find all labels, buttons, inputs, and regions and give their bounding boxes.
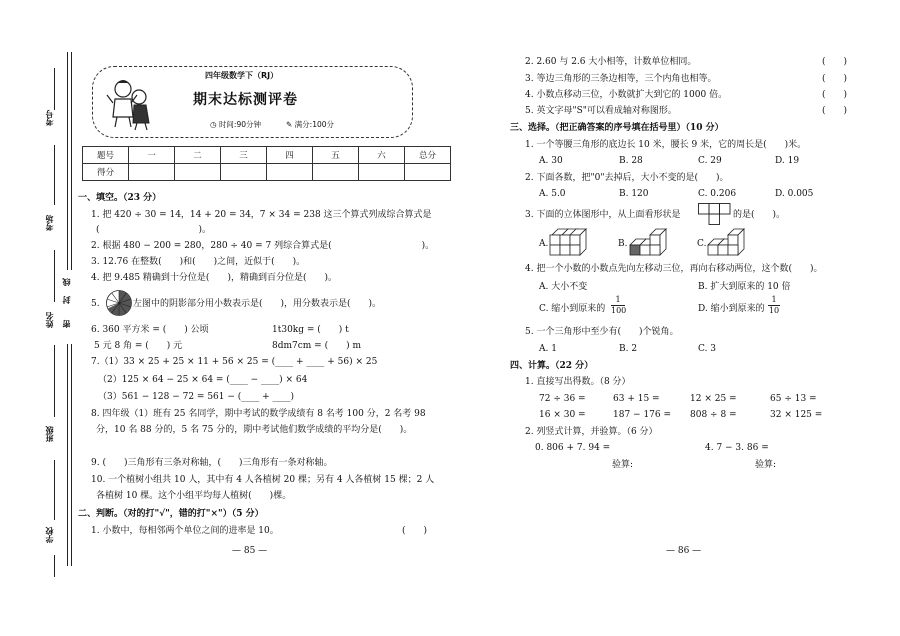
score-label: ✎ 满分:100分: [286, 120, 335, 129]
option-d[interactable]: D. 0.005: [775, 189, 814, 199]
exam-number-label: 考号: [45, 110, 54, 126]
calc-item: 32 × 125 =: [770, 410, 823, 420]
question-text: 分，10 名 88 分的，5 名 75 分的，期中考试他们数学成绩的平均分是( )。: [96, 425, 413, 435]
calc-item: 808 ÷ 8 =: [690, 410, 737, 420]
option-b[interactable]: B. 28: [619, 156, 643, 166]
seal-char-mi: 密: [62, 320, 71, 328]
option-a[interactable]: A. 5.0: [539, 189, 566, 199]
option-c[interactable]: C. 29: [698, 156, 722, 166]
score-cell[interactable]: [221, 164, 267, 181]
cube-figure-c-icon: [706, 225, 746, 257]
question-text: 1. 把 420 ÷ 30 = 14，14 + 20 = 34，7 × 34 = 238 这三个算式列成综合算式是: [91, 210, 432, 220]
table-cell: 四: [267, 147, 313, 164]
table-cell: 六: [359, 147, 405, 164]
fraction-numerator: 1: [768, 295, 780, 306]
table-row: [83, 147, 451, 164]
section-heading: 二、判断。（对的打"√"，错的打"×"）（5 分）: [78, 509, 264, 519]
question-text: 3. 12.76 在整数( )和( )之间，近似于( )。: [91, 257, 306, 267]
seal-char-feng: 封: [62, 296, 71, 304]
option-d[interactable]: D. 缩小到原来的: [698, 304, 765, 314]
judge-paren[interactable]: ( ): [402, 526, 428, 536]
question-text: 7.（1）33 × 25 + 25 × 11 + 56 × 25 = (____ + ____ + 56) × 25: [91, 357, 378, 367]
option-a[interactable]: A. 30: [539, 156, 563, 166]
option-c[interactable]: C. 3: [698, 344, 717, 354]
school-label: 学校: [45, 527, 54, 543]
kids-mascot-icon: [105, 75, 155, 131]
question-text: 2. 2.60 与 2.6 大小相等，计数单位相同。: [525, 57, 697, 67]
table-cell: 二: [175, 147, 221, 164]
option-c[interactable]: C. 0.206: [698, 189, 737, 199]
section-heading: 三、选择。（把正确答案的序号填在括号里）（10 分）: [510, 123, 724, 133]
section-heading: 四、计算。（22 分）: [510, 361, 594, 371]
option-b[interactable]: B.: [618, 239, 628, 249]
option-a[interactable]: A.: [539, 239, 549, 249]
time-label: ◷ 时间:90分钟: [210, 120, 262, 129]
check-label: 验算:: [755, 460, 777, 470]
cube-figure-a-icon: [548, 225, 588, 257]
question-text: （3）561 − 128 − 72 = 561 − (____ + ____): [98, 392, 295, 402]
calc-item: 65 ÷ 13 =: [770, 394, 817, 404]
fraction-denominator: 100: [611, 306, 627, 315]
cube-figure-b-icon: [628, 225, 668, 257]
seal-char-xian: 线: [62, 278, 71, 286]
vertical-calc: 0. 806 + 7. 94 =: [535, 443, 611, 453]
option-c[interactable]: C. 缩小到原来的: [539, 304, 606, 314]
fill-line: [54, 250, 55, 302]
question-text: 1. 小数中，每相邻两个单位之间的进率是 10。: [91, 526, 279, 536]
page-number: — 85 —: [232, 546, 268, 556]
score-cell[interactable]: [175, 164, 221, 181]
vertical-calc: 4. 7 − 3. 86 =: [705, 443, 769, 453]
calc-item: 63 + 15 =: [613, 394, 660, 404]
table-cell: 三: [221, 147, 267, 164]
table-cell: 一: [129, 147, 175, 164]
judge-paren[interactable]: ( ): [822, 106, 848, 116]
top-view-shape-icon: [698, 203, 731, 225]
page-title: 期末达标测评卷: [193, 92, 298, 108]
score-cell[interactable]: [129, 164, 175, 181]
score-text: 满分:100分: [294, 120, 335, 129]
page-number: — 86 —: [666, 546, 702, 556]
question-text: 4. 把一个小数的小数点先向左移动三位，再向右移动两位，这个数( )。: [525, 264, 823, 274]
question-text: 2. 下面各数，把"0"去掉后，大小不变的是( )。: [525, 173, 729, 183]
table-row: [83, 164, 451, 181]
name-label: 姓名: [45, 312, 54, 328]
score-cell[interactable]: [405, 164, 451, 181]
option-b[interactable]: B. 扩大到原来的 10 倍: [698, 282, 791, 292]
fill-line: [54, 460, 55, 520]
fraction-c: [611, 295, 625, 316]
table-cell: 总分: [405, 147, 451, 164]
table-cell: 题号: [83, 147, 129, 164]
option-a[interactable]: A. 1: [539, 344, 557, 354]
score-cell[interactable]: [313, 164, 359, 181]
question-text: 3. 等边三角形的三条边相等，三个内角也相等。: [525, 74, 717, 84]
table-cell: 得分: [83, 164, 129, 181]
calc-item: 12 × 25 =: [690, 394, 737, 404]
subject-label: 四年级数学下（RJ）: [205, 71, 279, 80]
shaded-circle-icon: [105, 289, 133, 317]
header-box: [92, 66, 413, 138]
question-text: 8. 四年级（1）班有 25 名同学，期中考试的数学成绩有 8 名考 100 分，2 名考 98: [91, 409, 426, 419]
judge-paren[interactable]: ( ): [822, 90, 848, 100]
question-text: 5. 一个三角形中至少有( )个锐角。: [525, 327, 679, 337]
section-heading: 一、填空。（23 分）: [78, 193, 162, 203]
question-text: 的是( )。: [733, 210, 786, 220]
calc-item: 16 × 30 =: [539, 410, 586, 420]
option-a[interactable]: A. 大小不变: [539, 282, 588, 292]
question-text: 2. 根据 480 − 200 = 280，280 ÷ 40 = 7 列综合算式是( )。: [91, 241, 435, 251]
exam-room-label: 考场: [45, 215, 54, 231]
seal-line: [67, 344, 68, 566]
fill-line: [54, 68, 55, 110]
question-text: 10. 一个植树小组共 10 人，其中有 4 人各植树 20 棵；另有 4 人各植树 15 棵；2 人: [91, 475, 435, 485]
question-text: 1. 一个等腰三角形的底边长 10 米，腰长 9 米，它的周长是( )米。: [525, 140, 807, 150]
seal-line: [71, 52, 72, 270]
fraction-numerator: 1: [611, 295, 625, 306]
calc-item: 72 ÷ 36 =: [539, 394, 586, 404]
question-text: 左图中的阴影部分用小数表示是( )，用分数表示是( )。: [133, 299, 382, 309]
question-text: 2. 列竖式计算，并验算。（6 分）: [525, 427, 658, 437]
question-text: 5 元 8 角 = ( ) 元: [94, 341, 183, 351]
question-text: 4. 小数点移动三位，小数就扩大到它的 1000 倍。: [525, 90, 728, 100]
check-label: 验算:: [612, 460, 634, 470]
question-text: 3. 下面的立体图形中，从上面看形状是: [525, 210, 681, 220]
question-text: 各植树 10 棵。这个小组平均每人植树( )棵。: [96, 491, 292, 501]
time-text: 时间:90分钟: [218, 120, 262, 129]
question-text: （2）125 × 64 − 25 × 64 = (____ − ____) × 64: [98, 375, 308, 385]
seal-line: [71, 344, 72, 566]
score-cell[interactable]: [267, 164, 313, 181]
class-label: 班级: [45, 426, 54, 442]
option-c[interactable]: C.: [697, 239, 707, 249]
fraction-denominator: 10: [768, 306, 780, 315]
score-cell[interactable]: [359, 164, 405, 181]
judge-paren[interactable]: ( ): [822, 57, 848, 67]
answer-blank[interactable]: ( )。: [96, 225, 212, 235]
table-cell: 五: [313, 147, 359, 164]
question-text: 8dm7cm = ( ) m: [272, 341, 362, 351]
question-text: 1. 直接写出得数。（8 分）: [525, 377, 631, 387]
fill-line: [54, 345, 55, 417]
binding-strip: [0, 0, 78, 636]
fraction-d: [768, 295, 780, 316]
question-text: 9. ( )三角形有三条对称轴，( )三角形有一条对称轴。: [91, 458, 333, 468]
question-text: 5. 英文字母"S"可以看成轴对称图形。: [525, 106, 677, 116]
option-b[interactable]: B. 2: [619, 344, 638, 354]
fill-line: [54, 555, 55, 577]
score-table: [82, 146, 451, 181]
question-number: 5.: [91, 299, 100, 309]
question-text: 4. 把 9.485 精确到十分位是( )，精确到百分位是( )。: [91, 273, 337, 283]
judge-paren[interactable]: ( ): [822, 74, 848, 84]
question-text: 1t30kg = ( ) t: [272, 325, 349, 335]
seal-line: [67, 52, 68, 270]
option-d[interactable]: D. 19: [775, 156, 800, 166]
fill-line: [54, 145, 55, 205]
option-b[interactable]: B. 120: [619, 189, 649, 199]
question-text: 6. 360 平方米 = ( ) 公顷: [91, 325, 209, 335]
calc-item: 187 − 176 =: [613, 410, 672, 420]
